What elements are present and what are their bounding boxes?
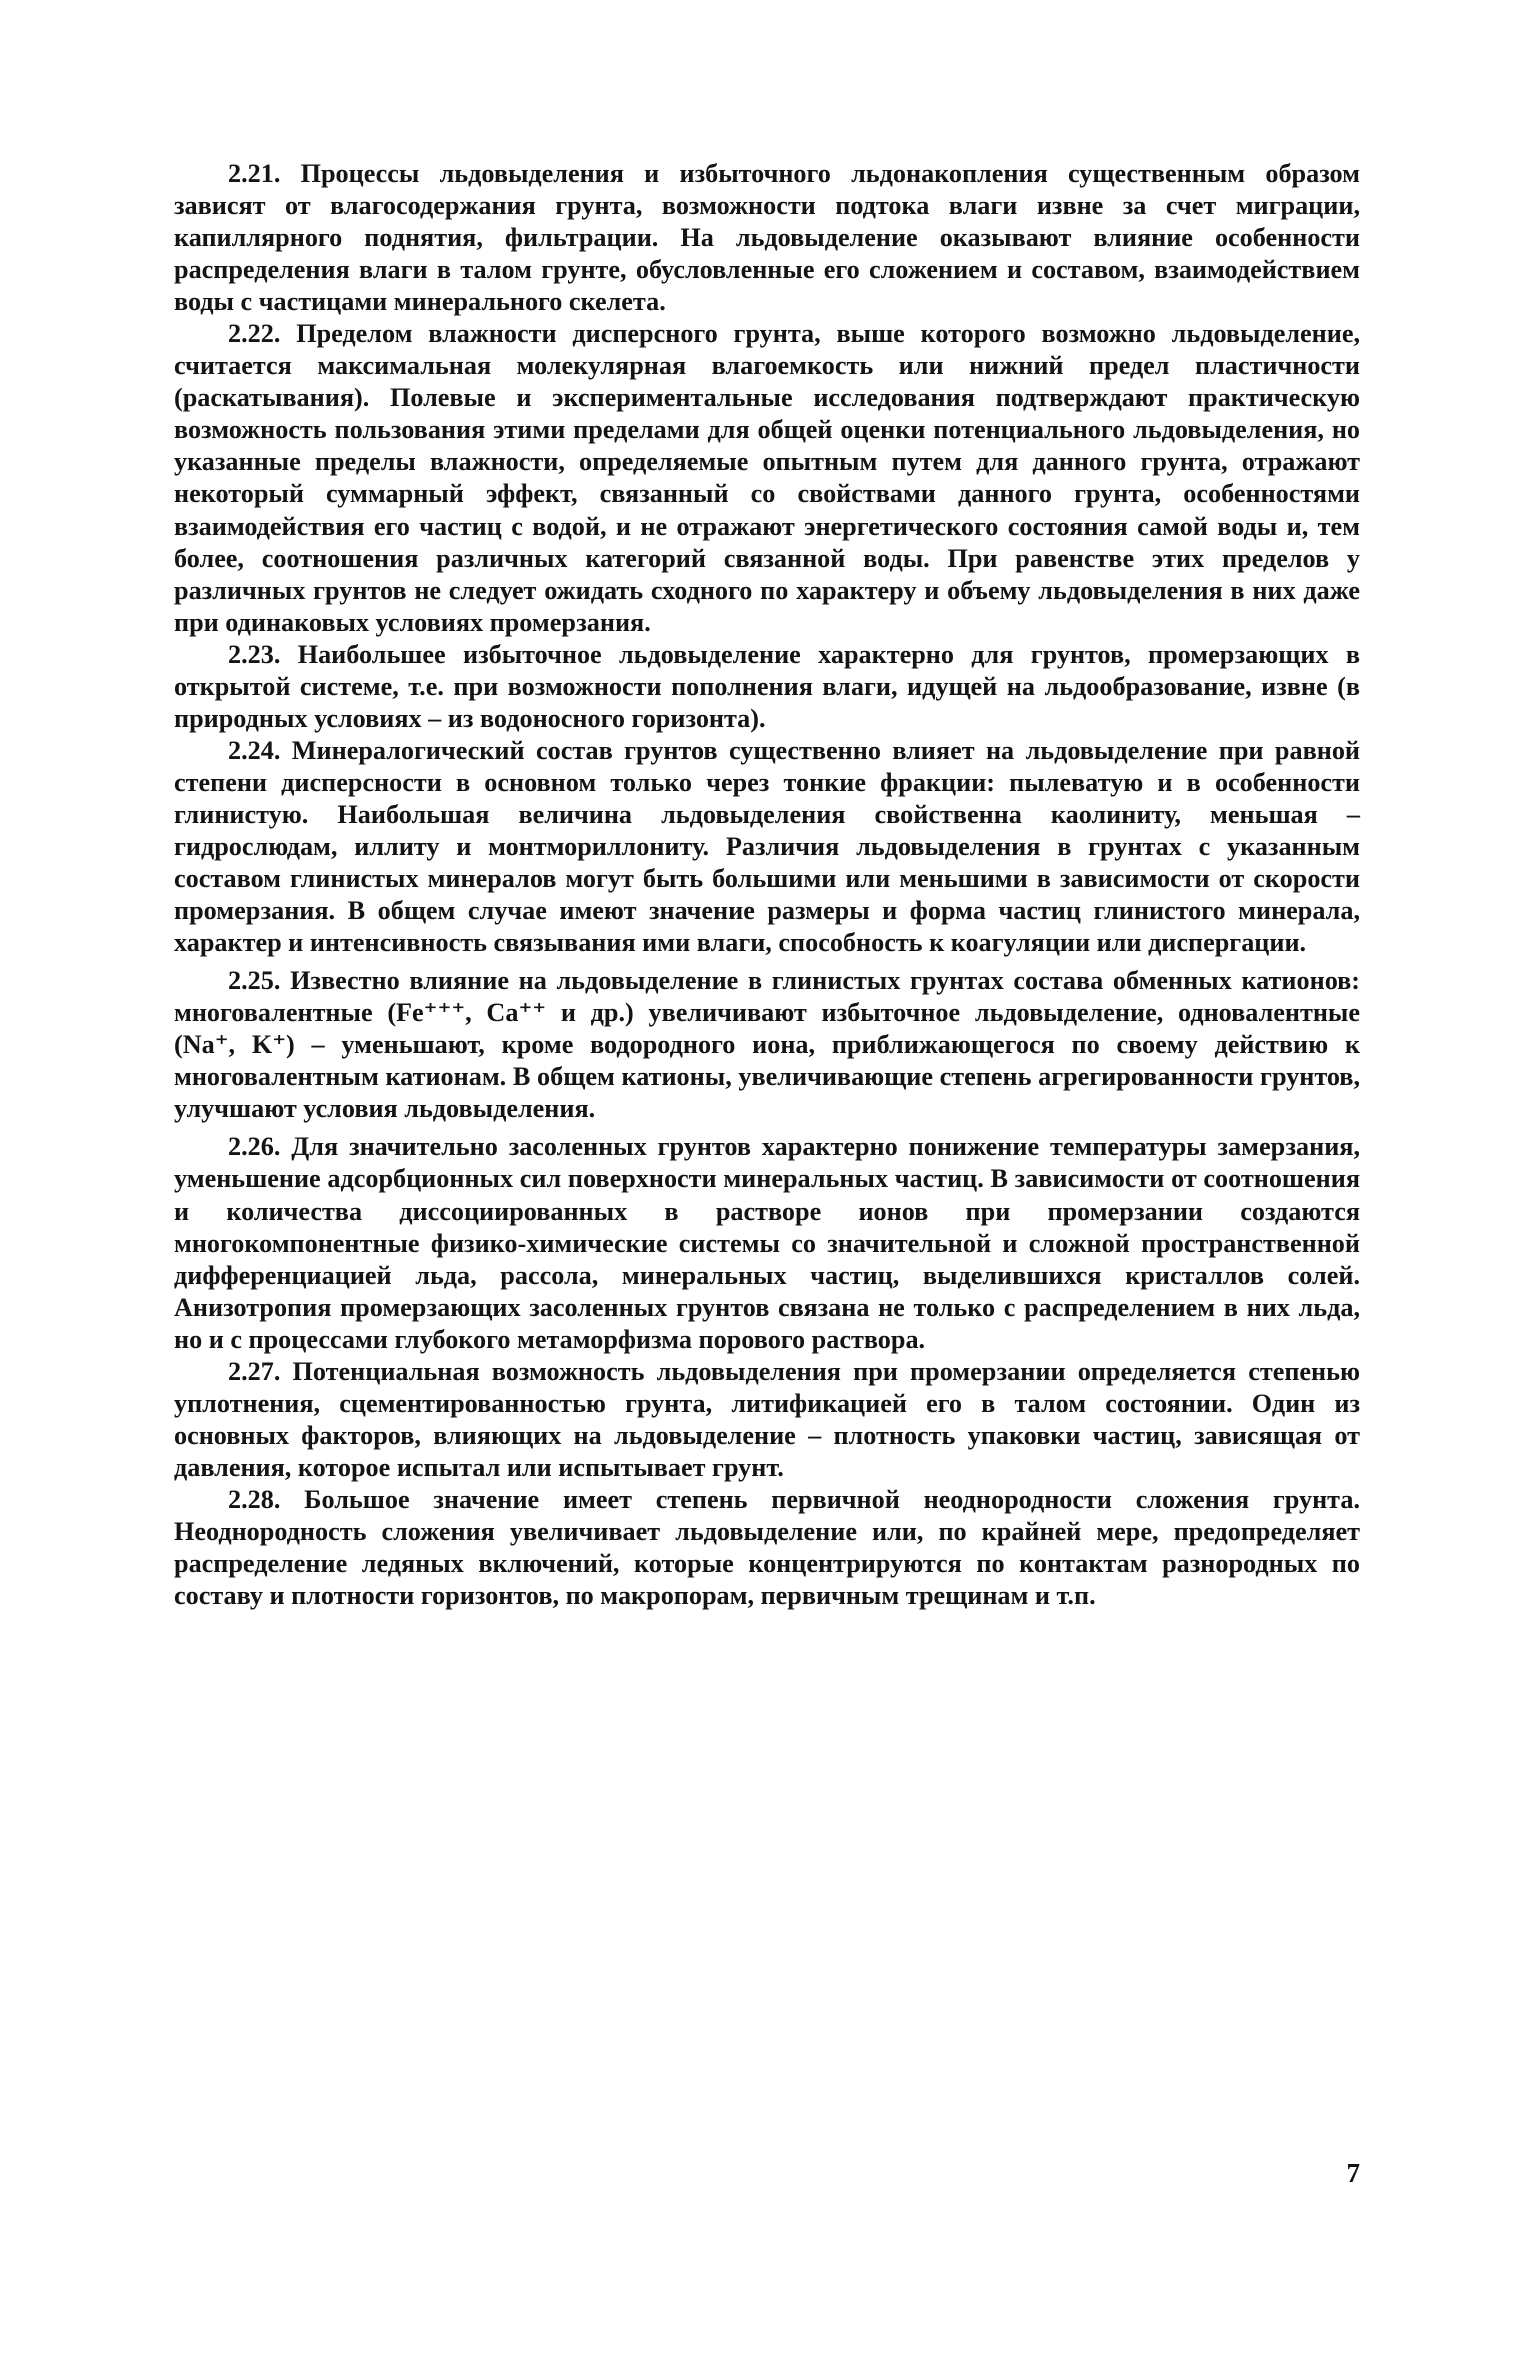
paragraph-number: 2.26.: [228, 1132, 281, 1162]
paragraph-2-23: [174, 639, 1360, 735]
paragraph-text: Потенциальная возможность льдовыделения при промерзании определяется степенью уплотнения, сцементированностью грунта, литификацией его в талом состоянии. Один из основных факторов, влияющих на льдовыделение – плотность упаковки частиц, зависящая от давления, которое испытал или испытывает грунт.: [174, 1356, 1360, 1482]
paragraph-number: 2.22.: [228, 319, 281, 349]
paragraph-number: 2.27.: [228, 1356, 281, 1386]
body-text: [174, 158, 1360, 1612]
paragraph-number: 2.23.: [228, 639, 281, 669]
paragraph-2-26: [174, 1131, 1360, 1355]
paragraph-text: Для значительно засоленных грунтов характерно понижение температуры замерзания, уменьшение адсорбционных сил поверхности минеральных частиц. В зависимости от соотношения и количества диссоциированных в растворе ионов при промерзании создаются многокомпонентные физико-химические системы со значительной и сложной пространственной дифференциацией льда, рассола, минеральных частиц, выделившихся кристаллов солей. Анизотропия промерзающих засоленных грунтов связана не только с распределением в них льда, но и с процессами глубокого метаморфизма порового раствора.: [174, 1132, 1360, 1354]
paragraph-text: Большое значение имеет степень первичной неоднородности сложения грунта. Неоднородность сложения увеличивает льдовыделение или, по крайней мере, предопределяет распределение ледяных включений, которые концентрируются по контактам разнородных по составу и плотности горизонтов, по макропорам, первичным трещинам и т.п.: [174, 1484, 1360, 1611]
paragraph-2-27: [174, 1356, 1360, 1484]
paragraph-text: Пределом влажности дисперсного грунта, выше которого возможно льдовыделение, считается максимальная молекулярная влагоемкость или нижний предел пластичности (раскатывания). Полевые и экспериментальные исследования подтверждают практическую возможность пользования этими пределами для общей оценки потенциального льдовыделения, но указанные пределы влажности, определяемые опытным путем для данного грунта, отражают некоторый суммарный эффект, связанный со свойствами данного грунта, особенностями взаимодействия его частиц с водой, и не отражают энергетического состояния самой воды и, тем более, соотношения различных категорий связанной воды. При равенстве этих пределов у различных грунтов не следует ожидать сходного по характеру и объему льдовыделения в них даже при одинаковых условиях промерзания.: [174, 319, 1361, 637]
paragraph-2-28: [174, 1484, 1360, 1612]
paragraph-text: Известно влияние на льдовыделение в глинистых грунтах состава обменных катионов: многовалентные (Fe⁺⁺⁺, Ca⁺⁺ и др.) увеличивают избыточное льдовыделение, одновалентные (Na⁺, K⁺) – уменьшают, кроме водородного иона, приближающегося по своему действию к многовалентным катионам. В общем катионы, увеличивающие степень агрегированности грунтов, улучшают условия льдовыделения.: [174, 966, 1360, 1124]
paragraph-2-24: [174, 735, 1360, 959]
paragraph-text: Процессы льдовыделения и избыточного льдонакопления существенным образом зависят от влагосодержания грунта, возможности подтока влаги извне за счет миграции, капиллярного поднятия, фильтрации. На льдовыделение оказывают влияние особенности распределения влаги в талом грунте, обусловленные его сложением и составом, взаимодействием воды с частицами минерального скелета.: [174, 159, 1360, 317]
paragraph-text: Наибольшее избыточное льдовыделение характерно для грунтов, промерзающих в открытой системе, т.е. при возможности пополнения влаги, идущей на льдообразование, извне (в природных условиях – из водоносного горизонта).: [174, 639, 1361, 733]
paragraph-2-22: [174, 318, 1360, 638]
paragraph-2-25: [174, 965, 1360, 1125]
paragraph-number: 2.24.: [228, 735, 281, 765]
paragraph-text: Минералогический состав грунтов существенно влияет на льдовыделение при равной степени дисперсности в основном только через тонкие фракции: пылеватую и в особенности глинистую. Наибольшая величина льдовыделения свойственна каолиниту, меньшая – гидрослюдам, иллиту и монтмориллониту. Различия льдовыделения в грунтах с указанным составом глинистых минералов могут быть большими или меньшими в зависимости от скорости промерзания. В общем случае имеют значение размеры и форма частиц глинистого минерала, характер и интенсивность связывания ими влаги, способность к коагуляции или диспергации.: [174, 735, 1361, 958]
paragraph-number: 2.25.: [228, 966, 281, 996]
paragraph-number: 2.28.: [228, 1484, 281, 1514]
page-number: 7: [1346, 2158, 1360, 2188]
paragraph-number: 2.21.: [228, 159, 281, 188]
paragraph-2-21: [174, 158, 1360, 318]
